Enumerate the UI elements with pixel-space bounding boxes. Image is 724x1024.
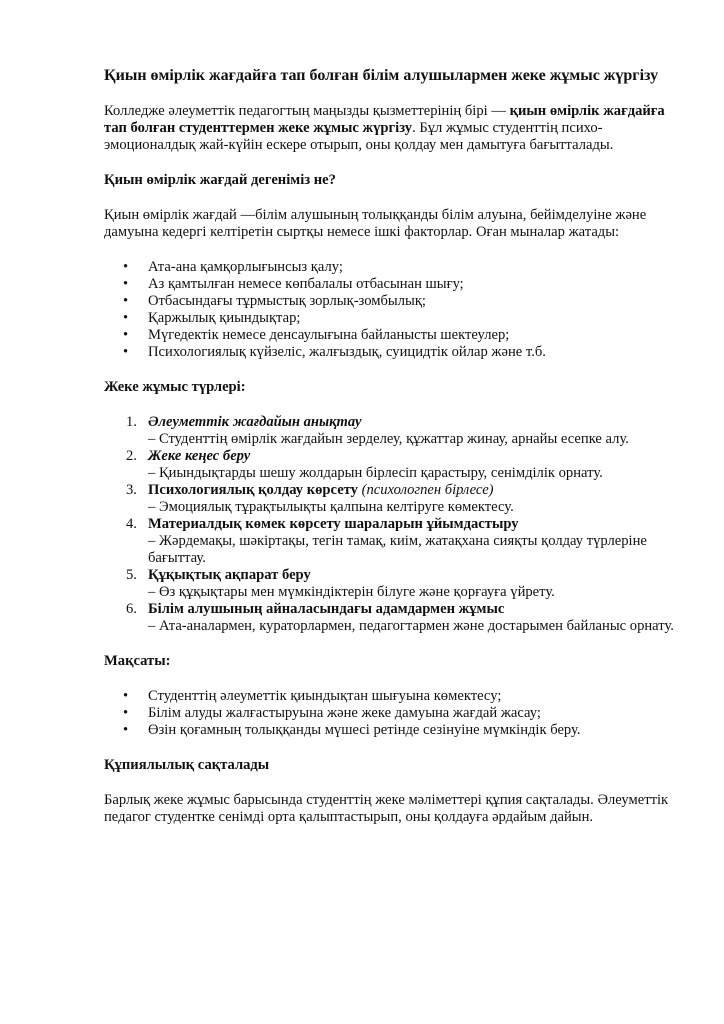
work-type-description: – Өз құқықтары мен мүмкіндіктерін білуге және қорғауға үйрету. (148, 584, 555, 600)
document-page (104, 66, 676, 826)
intro-paragraph (104, 103, 676, 154)
work-type-title: Материалдық көмек көрсету шараларын ұйымдастыру (148, 516, 519, 532)
work-type-item (104, 601, 676, 635)
section-heading-definition: Қиын өмірлік жағдай дегеніміз не? (104, 172, 336, 188)
section-heading-confidentiality: Құпиялылық сақталады (104, 757, 270, 773)
work-type-item (104, 567, 676, 601)
list-item (104, 310, 676, 327)
list-item (104, 276, 676, 293)
work-type-item (104, 482, 676, 516)
list-item-text: Мүгедектік немесе денсаулығына байланысты шектеулер; (148, 327, 510, 343)
list-item-text: Ата-ана қамқорлығынсыз қалу; (148, 259, 343, 275)
work-type-description: – Эмоциялық тұрақтылықты қалпына келтіруге көмектесу. (148, 499, 514, 515)
bullet-icon: • (123, 310, 129, 326)
list-item-text: Білім алуды жалғастыруына және жеке дамуына жағдай жасау; (148, 705, 541, 721)
confidentiality-paragraph: Барлық жеке жұмыс барысында студенттің жеке мәліметтері құпия сақталады. Әлеуметтік педагог студентке сенімді орта қалыптастырып, оны қолдауға әрдайым дайын. (104, 792, 669, 825)
bullet-icon: • (123, 276, 129, 292)
item-number: 6. (126, 601, 137, 617)
bullet-icon: • (123, 722, 129, 738)
item-number: 5. (126, 567, 137, 583)
work-type-description: – Студенттің өмірлік жағдайын зерделеу, құжаттар жинау, арнайы есепке алу. (148, 431, 629, 447)
work-type-item (104, 516, 676, 567)
list-item-text: Қаржылық қиындықтар; (148, 310, 301, 326)
list-item-text: Студенттің әлеуметтік қиындықтан шығуына көмектесу; (148, 688, 502, 704)
work-type-item (104, 414, 676, 448)
situations-list (104, 259, 676, 361)
intro-text-end: . Бұл жұмыс студенттің психо-эмоционалдық жай-күйін ескере отырып, оны қолдау мен дамытуға бағытталады. (104, 120, 614, 153)
item-number: 2. (126, 448, 137, 464)
work-type-title: Жеке кеңес беру (148, 448, 251, 464)
item-number: 3. (126, 482, 137, 498)
item-number: 4. (126, 516, 137, 532)
intro-text-bold: қиын өмірлік жағдайға тап болған студенттермен жеке жұмыс жүргізу (104, 103, 665, 136)
list-item (104, 259, 676, 276)
work-types-list (104, 414, 676, 635)
list-item (104, 344, 676, 361)
bullet-icon: • (123, 705, 129, 721)
work-type-description: – Жәрдемақы, шәкіртақы, тегін тамақ, киім, жатақхана сияқты қолдау түрлеріне бағыттау. (148, 533, 647, 566)
work-type-title: Әлеуметтік жағдайын анықтау (148, 414, 362, 430)
list-item-text: Отбасындағы тұрмыстық зорлық-зомбылық; (148, 293, 426, 309)
intro-text-start: Колледже әлеуметтік педагогтың маңызды қызметтерінің бірі — (104, 103, 510, 119)
list-item (104, 293, 676, 310)
bullet-icon: • (123, 344, 129, 360)
bullet-icon: • (123, 293, 129, 309)
section-heading-goals: Мақсаты: (104, 653, 171, 669)
list-item (104, 327, 676, 344)
work-type-note: (психологпен бірлесе) (357, 482, 494, 498)
bullet-icon: • (123, 259, 129, 275)
list-item-text: Өзін қоғамның толыққанды мүшесі ретінде сезінуіне мүмкіндік беру. (148, 722, 581, 738)
list-item (104, 705, 676, 722)
work-type-title: Психологиялық қолдау көрсету (148, 482, 358, 498)
bullet-icon: • (123, 327, 129, 343)
document-title: Қиын өмірлік жағдайға тап болған білім алушылармен жеке жұмыс жүргізу (104, 67, 659, 84)
work-type-description: – Ата-аналармен, кураторлармен, педагогтармен және достарымен байланыс орнату. (148, 618, 674, 634)
definition-paragraph: Қиын өмірлік жағдай —білім алушының толыққанды білім алуына, бейімделуіне және дамуына кедергі келтіретін сыртқы немесе ішкі факторлар. Оған мыналар жатады: (104, 207, 647, 240)
list-item (104, 722, 676, 739)
work-type-item (104, 448, 676, 482)
work-type-description: – Қиындықтарды шешу жолдарын бірлесіп қарастыру, сенімділік орнату. (148, 465, 603, 481)
bullet-icon: • (123, 688, 129, 704)
work-type-title: Білім алушының айналасындағы адамдармен жұмыс (148, 601, 505, 617)
list-item-text: Аз қамтылған немесе көпбалалы отбасынан шығу; (148, 276, 464, 292)
goals-list (104, 688, 676, 739)
work-type-title: Құқықтық ақпарат беру (148, 567, 311, 583)
list-item-text: Психологиялық күйзеліс, жалғыздық, суицидтік ойлар және т.б. (148, 344, 546, 360)
item-number: 1. (126, 414, 137, 430)
list-item (104, 688, 676, 705)
section-heading-work-types: Жеке жұмыс түрлері: (104, 379, 246, 395)
